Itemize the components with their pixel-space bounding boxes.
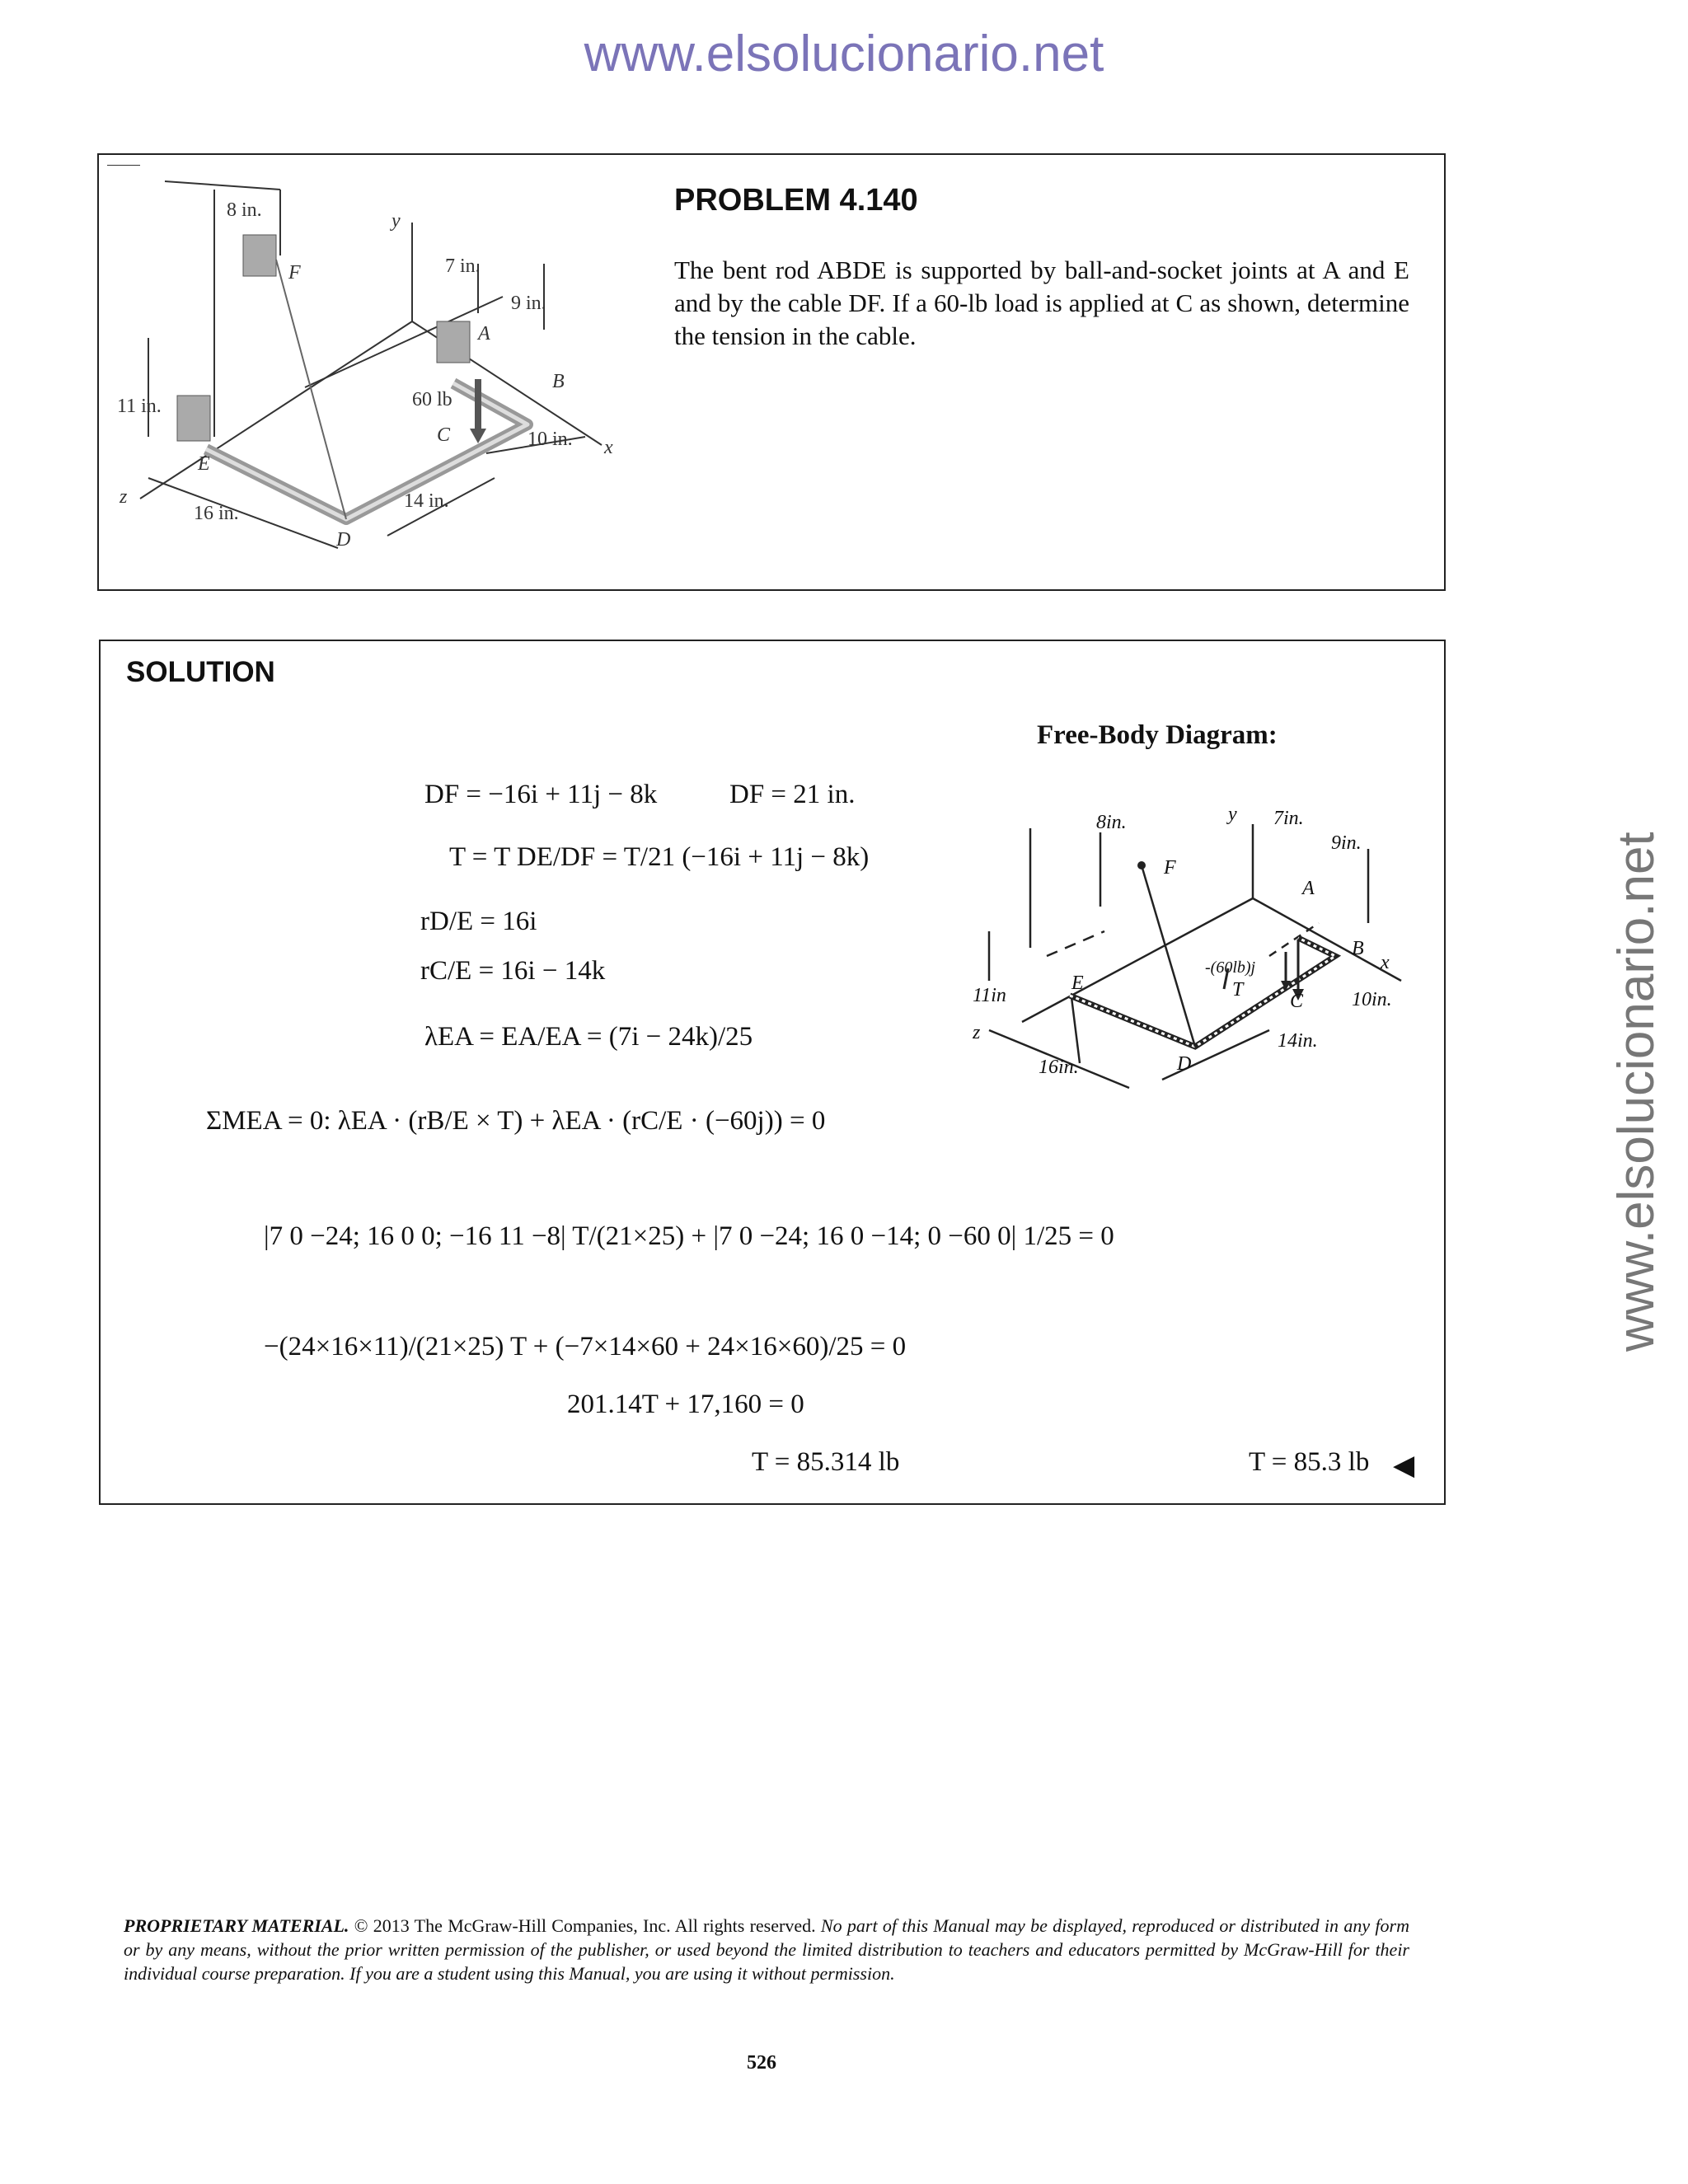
fbd-label-16in: 16in.	[1039, 1057, 1079, 1078]
eq-simplified: 201.14T + 17,160 = 0	[567, 1390, 804, 1419]
fbd-label-9in: 9in.	[1331, 832, 1362, 854]
fig-label-D: D	[336, 529, 351, 551]
eq-t-value: T = 85.314 lb	[752, 1447, 900, 1477]
fbd-label-z: z	[973, 1022, 981, 1043]
eq-determinants: |7 0 −24; 16 0 0; −16 11 −8| T/(21×25) + |7 0 −24; 16 0 −14; 0 −60 0| 1/25 = 0	[264, 1221, 1114, 1251]
fbd-label-10in: 10in.	[1352, 989, 1392, 1010]
eq-df-vector: DF = −16i + 11j − 8k	[424, 780, 658, 809]
eq-expansion: −(24×16×11)/(21×25) T + (−7×14×60 + 24×16×60)/25 = 0	[264, 1332, 907, 1361]
eq-df-magnitude: DF = 21 in.	[729, 780, 856, 809]
solution-title: SOLUTION	[126, 656, 275, 688]
fbd-title: Free-Body Diagram:	[1037, 720, 1278, 750]
fbd-label-A: A	[1302, 878, 1315, 899]
page-number: 526	[747, 2052, 776, 2074]
fbd-label-D: D	[1177, 1053, 1192, 1075]
answer-marker-icon: ◀	[1393, 1449, 1415, 1482]
fbd-label-14in: 14in.	[1278, 1030, 1318, 1052]
problem-text: The bent rod ABDE is supported by ball-and-socket joints at A and E and by the cable DF. If a 60-lb load is applied at C as shown, determine the tension in the cable.	[674, 255, 1409, 350]
watermark-top: www.elsolucionario.net	[584, 26, 1104, 82]
eq-lambda-ea: λEA = EA/EA = (7i − 24k)/25	[424, 1022, 753, 1052]
eq-r-ce: rC/E = 16i − 14k	[420, 956, 606, 986]
fig-label-z: z	[120, 486, 128, 508]
footer-rights: © 2013 The McGraw-Hill Companies, Inc. All rights reserved.	[354, 1915, 816, 1936]
fig-label-load: 60 lb	[412, 389, 452, 410]
fig-label-16in: 16 in.	[194, 503, 239, 524]
eq-tension-vector: T = T DE/DF = T/21 (−16i + 11j − 8k)	[449, 842, 870, 872]
fbd-label-E: E	[1071, 972, 1084, 994]
fbd-label-C: C	[1290, 991, 1304, 1012]
fbd-label-y: y	[1228, 804, 1237, 825]
free-body-diagram	[973, 791, 1418, 1121]
fbd-label-x: x	[1381, 952, 1390, 973]
problem-figure	[107, 165, 668, 577]
problem-title: PROBLEM 4.140	[674, 183, 918, 218]
fig-label-B: B	[552, 371, 565, 392]
fbd-label-8in: 8in.	[1096, 812, 1127, 833]
footer-notice	[124, 1914, 1409, 1985]
final-answer: T = 85.3 lb	[1249, 1447, 1370, 1477]
fig-label-14in: 14 in.	[404, 490, 449, 512]
fig-label-8in: 8 in.	[227, 199, 262, 221]
fbd-label-B: B	[1352, 938, 1364, 959]
watermark-side: www.elsolucionario.net	[1608, 832, 1665, 1352]
footer-text: No part of this Manual may be displayed, reproduced or distributed in any form or by any means, without the prior written permission of the publisher, or used beyond the limited distribution to teachers and educators permitted by McGraw-Hill for their individual course preparation. If you are a student using this Manual, you are using it without permission.	[124, 1915, 1409, 1984]
fig-label-10in: 10 in.	[528, 429, 573, 450]
fig-label-9in: 9 in.	[511, 293, 546, 314]
eq-moment-sum: ΣMEA = 0: λEA · (rB/E × T) + λEA · (rC/E · (−60j)) = 0	[206, 1106, 826, 1136]
fig-label-11in: 11 in.	[117, 396, 162, 417]
footer-lead: PROPRIETARY MATERIAL.	[124, 1915, 349, 1936]
fig-label-F: F	[288, 262, 301, 284]
fig-label-A: A	[478, 323, 490, 344]
eq-r-de: rD/E = 16i	[420, 907, 537, 936]
fig-label-C: C	[437, 424, 451, 446]
fig-label-E: E	[198, 453, 210, 475]
fig-label-7in: 7 in.	[445, 255, 481, 277]
fbd-label-11in: 11in	[973, 985, 1006, 1006]
fig-label-x: x	[604, 437, 613, 458]
fbd-label-F: F	[1164, 857, 1176, 879]
fbd-label-T: T	[1232, 979, 1244, 1001]
fbd-label-load: -(60lb)j	[1205, 958, 1256, 977]
fbd-label-7in: 7in.	[1273, 808, 1304, 829]
fig-label-y: y	[392, 210, 401, 232]
